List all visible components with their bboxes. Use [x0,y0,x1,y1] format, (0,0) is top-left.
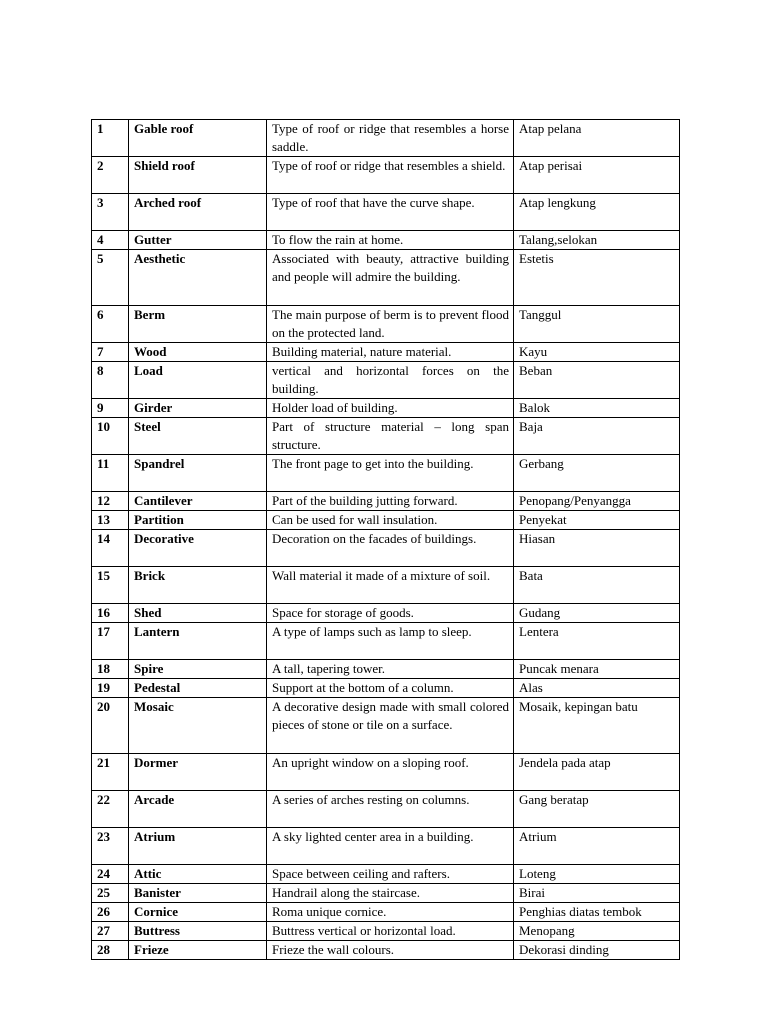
row-number: 11 [92,455,129,492]
row-number: 23 [92,828,129,865]
term-cell: Gable roof [129,120,267,157]
translation-cell: Atap pelana [514,120,680,157]
definition-cell: Type of roof or ridge that resembles a horse saddle. [267,120,514,157]
definition-cell: Space for storage of goods. [267,604,514,623]
row-number: 15 [92,567,129,604]
translation-cell: Penyekat [514,511,680,530]
table-row [92,194,680,231]
definition-cell: Support at the bottom of a column. [267,679,514,698]
translation-cell: Loteng [514,865,680,884]
table-row [92,306,680,343]
row-number: 3 [92,194,129,231]
table-row [92,828,680,865]
term-cell: Partition [129,511,267,530]
translation-cell: Kayu [514,343,680,362]
translation-cell: Talang,selokan [514,231,680,250]
translation-cell: Puncak menara [514,660,680,679]
definition-cell: Wall material it made of a mixture of soil. [267,567,514,604]
translation-cell: Atap lengkung [514,194,680,231]
definition-cell: The front page to get into the building. [267,455,514,492]
row-number: 18 [92,660,129,679]
translation-cell: Hiasan [514,530,680,567]
table-row [92,698,680,754]
term-cell: Mosaic [129,698,267,754]
term-cell: Attic [129,865,267,884]
row-number: 22 [92,791,129,828]
translation-cell: Mosaik, kepingan batu [514,698,680,754]
term-cell: Load [129,362,267,399]
term-cell: Dormer [129,754,267,791]
term-cell: Girder [129,399,267,418]
term-cell: Cornice [129,903,267,922]
definition-cell: Building material, nature material. [267,343,514,362]
definition-cell: Frieze the wall colours. [267,941,514,960]
translation-cell: Beban [514,362,680,399]
definition-cell: A sky lighted center area in a building. [267,828,514,865]
table-row [92,343,680,362]
term-cell: Atrium [129,828,267,865]
table-row [92,791,680,828]
row-number: 12 [92,492,129,511]
term-cell: Cantilever [129,492,267,511]
definition-cell: Buttress vertical or horizontal load. [267,922,514,941]
row-number: 24 [92,865,129,884]
row-number: 28 [92,941,129,960]
term-cell: Spire [129,660,267,679]
translation-cell: Birai [514,884,680,903]
translation-cell: Baja [514,418,680,455]
translation-cell: Penopang/Penyangga [514,492,680,511]
definition-cell: A decorative design made with small colored pieces of stone or tile on a surface. [267,698,514,754]
row-number: 26 [92,903,129,922]
table-row [92,250,680,306]
table-row [92,660,680,679]
table-row [92,399,680,418]
term-cell: Wood [129,343,267,362]
table-row [92,567,680,604]
term-cell: Frieze [129,941,267,960]
table-row [92,511,680,530]
term-cell: Shield roof [129,157,267,194]
row-number: 1 [92,120,129,157]
definition-cell: Handrail along the staircase. [267,884,514,903]
row-number: 27 [92,922,129,941]
row-number: 19 [92,679,129,698]
translation-cell: Atrium [514,828,680,865]
translation-cell: Balok [514,399,680,418]
row-number: 7 [92,343,129,362]
definition-cell: Type of roof or ridge that resembles a shield. [267,157,514,194]
table-row [92,884,680,903]
term-cell: Steel [129,418,267,455]
translation-cell: Estetis [514,250,680,306]
translation-cell: Menopang [514,922,680,941]
definition-cell: A tall, tapering tower. [267,660,514,679]
definition-cell: Decoration on the facades of buildings. [267,530,514,567]
definition-cell: Holder load of building. [267,399,514,418]
definition-cell: Part of the building jutting forward. [267,492,514,511]
table-row [92,922,680,941]
glossary-table-body [92,120,680,960]
translation-cell: Tanggul [514,306,680,343]
row-number: 20 [92,698,129,754]
table-row [92,418,680,455]
definition-cell: The main purpose of berm is to prevent flood on the protected land. [267,306,514,343]
definition-cell: Part of structure material – long span structure. [267,418,514,455]
row-number: 4 [92,231,129,250]
table-row [92,941,680,960]
definition-cell: Roma unique cornice. [267,903,514,922]
row-number: 13 [92,511,129,530]
table-row [92,157,680,194]
table-row [92,604,680,623]
definition-cell: A series of arches resting on columns. [267,791,514,828]
table-row [92,231,680,250]
translation-cell: Atap perisai [514,157,680,194]
table-row [92,530,680,567]
row-number: 8 [92,362,129,399]
table-row [92,362,680,399]
row-number: 25 [92,884,129,903]
term-cell: Spandrel [129,455,267,492]
row-number: 14 [92,530,129,567]
row-number: 10 [92,418,129,455]
definition-cell: To flow the rain at home. [267,231,514,250]
term-cell: Gutter [129,231,267,250]
translation-cell: Bata [514,567,680,604]
translation-cell: Dekorasi dinding [514,941,680,960]
row-number: 21 [92,754,129,791]
glossary-table [91,119,680,960]
row-number: 16 [92,604,129,623]
term-cell: Arched roof [129,194,267,231]
term-cell: Shed [129,604,267,623]
table-row [92,623,680,660]
definition-cell: Can be used for wall insulation. [267,511,514,530]
table-row [92,754,680,791]
translation-cell: Gudang [514,604,680,623]
term-cell: Arcade [129,791,267,828]
translation-cell: Jendela pada atap [514,754,680,791]
translation-cell: Penghias diatas tembok [514,903,680,922]
row-number: 5 [92,250,129,306]
table-row [92,120,680,157]
definition-cell: A type of lamps such as lamp to sleep. [267,623,514,660]
definition-cell: vertical and horizontal forces on the building. [267,362,514,399]
translation-cell: Gerbang [514,455,680,492]
row-number: 9 [92,399,129,418]
table-row [92,455,680,492]
row-number: 6 [92,306,129,343]
term-cell: Aesthetic [129,250,267,306]
term-cell: Brick [129,567,267,604]
translation-cell: Gang beratap [514,791,680,828]
translation-cell: Lentera [514,623,680,660]
table-row [92,679,680,698]
definition-cell: Associated with beauty, attractive building and people will admire the building. [267,250,514,306]
definition-cell: Space between ceiling and rafters. [267,865,514,884]
term-cell: Banister [129,884,267,903]
term-cell: Buttress [129,922,267,941]
definition-cell: An upright window on a sloping roof. [267,754,514,791]
row-number: 2 [92,157,129,194]
translation-cell: Alas [514,679,680,698]
table-row [92,903,680,922]
term-cell: Pedestal [129,679,267,698]
table-row [92,492,680,511]
table-row [92,865,680,884]
definition-cell: Type of roof that have the curve shape. [267,194,514,231]
row-number: 17 [92,623,129,660]
term-cell: Decorative [129,530,267,567]
term-cell: Lantern [129,623,267,660]
term-cell: Berm [129,306,267,343]
